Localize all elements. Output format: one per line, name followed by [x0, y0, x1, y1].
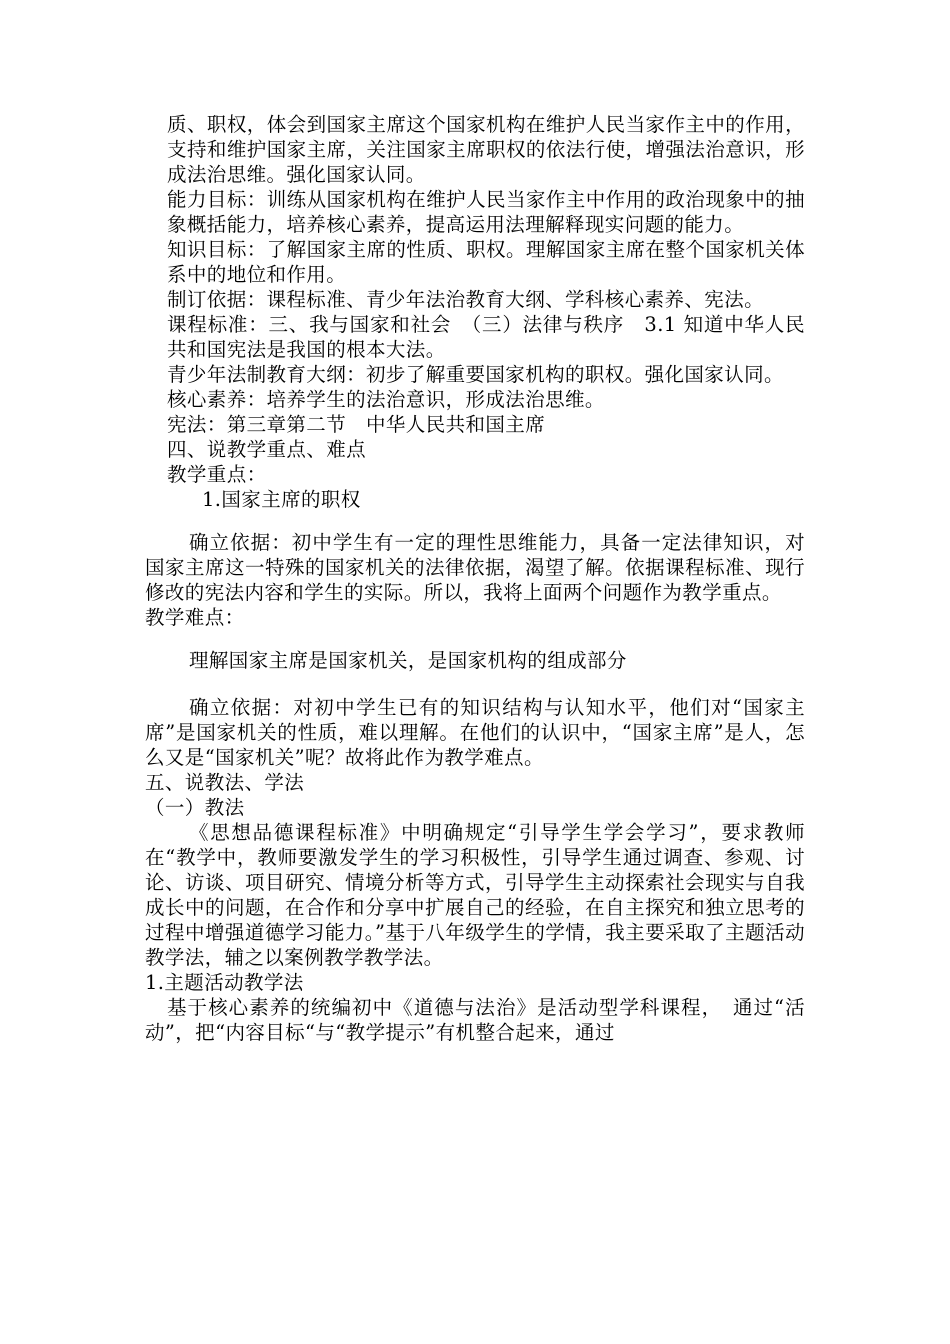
- paragraph-focus-basis: 确立依据：初中学生有一定的理性思维能力，具备一定法律知识，对国家主席这一特殊的国家机关的法律依据，渴望了解。依据课程标准、现行修改的宪法内容和学生的实际。所以，我将上面两个问题作为教学重点。: [145, 531, 805, 604]
- list-item-focus-1: 1.国家主席的职权: [202, 488, 361, 511]
- paragraph-difficulty-basis: 确立依据：对初中学生已有的知识结构与认知水平，他们对“国家主席”是国家机关的性质，难以理解。在他们的认识中，“国家主席”是人，怎么又是“国家机关”呢？故将此作为教学难点。: [145, 696, 805, 769]
- paragraph-knowledge-goal: 知识目标：了解国家主席的性质、职权。理解国家主席在整个国家机关体系中的地位和作用。: [167, 238, 805, 286]
- document-body: [145, 112, 805, 1045]
- paragraph-core-literacy: 核心素养：培养学生的法治意识，形成法治思维。: [167, 388, 605, 411]
- subheading-theme-activity: 1.主题活动教学法: [145, 971, 304, 994]
- paragraph-objective-continued: 质、职权，体会到国家主席这个国家机构在维护人民当家作主中的作用，支持和维护国家主席，关注国家主席职权的依法行使，增强法治意识，形成法治思维。强化国家认同。: [167, 113, 805, 186]
- subheading-teaching-method: （一）教法: [145, 796, 245, 819]
- subheading-teaching-difficulty: 教学难点：: [145, 606, 245, 629]
- paragraph-basis: 制订依据：课程标准、青少年法治教育大纲、学科核心素养、宪法。: [167, 288, 765, 311]
- paragraph-constitution: 宪法：第三章第二节 中华人民共和国主席: [167, 413, 546, 436]
- paragraph-ability-goal: 能力目标：训练从国家机构在维护人民当家作主中作用的政治现象中的抽象概括能力，培养核心素养，提高运用法理解释现实问题的能力。: [167, 188, 805, 236]
- paragraph-difficulty-statement: 理解国家主席是国家机关，是国家机构的组成部分: [189, 649, 627, 672]
- paragraph-teaching-method: 《思想品德课程标准》中明确规定“引导学生学会学习”，要求教师在“教学中，教师要激发学生的学习积极性，引导学生通过调查、参观、讨论、访谈、项目研究、情境分析等方式，引导学生主动探索社会现实与自我成长中的问题，在合作和分享中扩展自己的经验，在自主探究和独立思考的过程中增强道德学习能力。”基于八年级学生的学情，我主要采取了主题活动教学法，辅之以案例教学教学法。: [145, 821, 805, 969]
- spacer: [145, 512, 805, 530]
- section-heading-methods: 五、说教法、学法: [145, 771, 305, 794]
- paragraph-theme-activity: 基于核心素养的统编初中《道德与法治》是活动型学科课程， 通过“活动”，把“内容目标“与“教学提示”有机整合起来，通过: [145, 996, 805, 1044]
- paragraph-youth-law-outline: 青少年法制教育大纲：初步了解重要国家机构的职权。强化国家认同。: [167, 363, 784, 386]
- section-heading-key-points: 四、说教学重点、难点: [167, 438, 367, 461]
- spacer: [145, 673, 805, 695]
- paragraph-curriculum-standard: 课程标准：三、我与国家和社会 （三）法律与秩序 3.1 知道中华人民共和国宪法是我国的根本大法。: [167, 313, 805, 361]
- subheading-teaching-focus: 教学重点：: [167, 463, 267, 486]
- spacer: [145, 630, 805, 648]
